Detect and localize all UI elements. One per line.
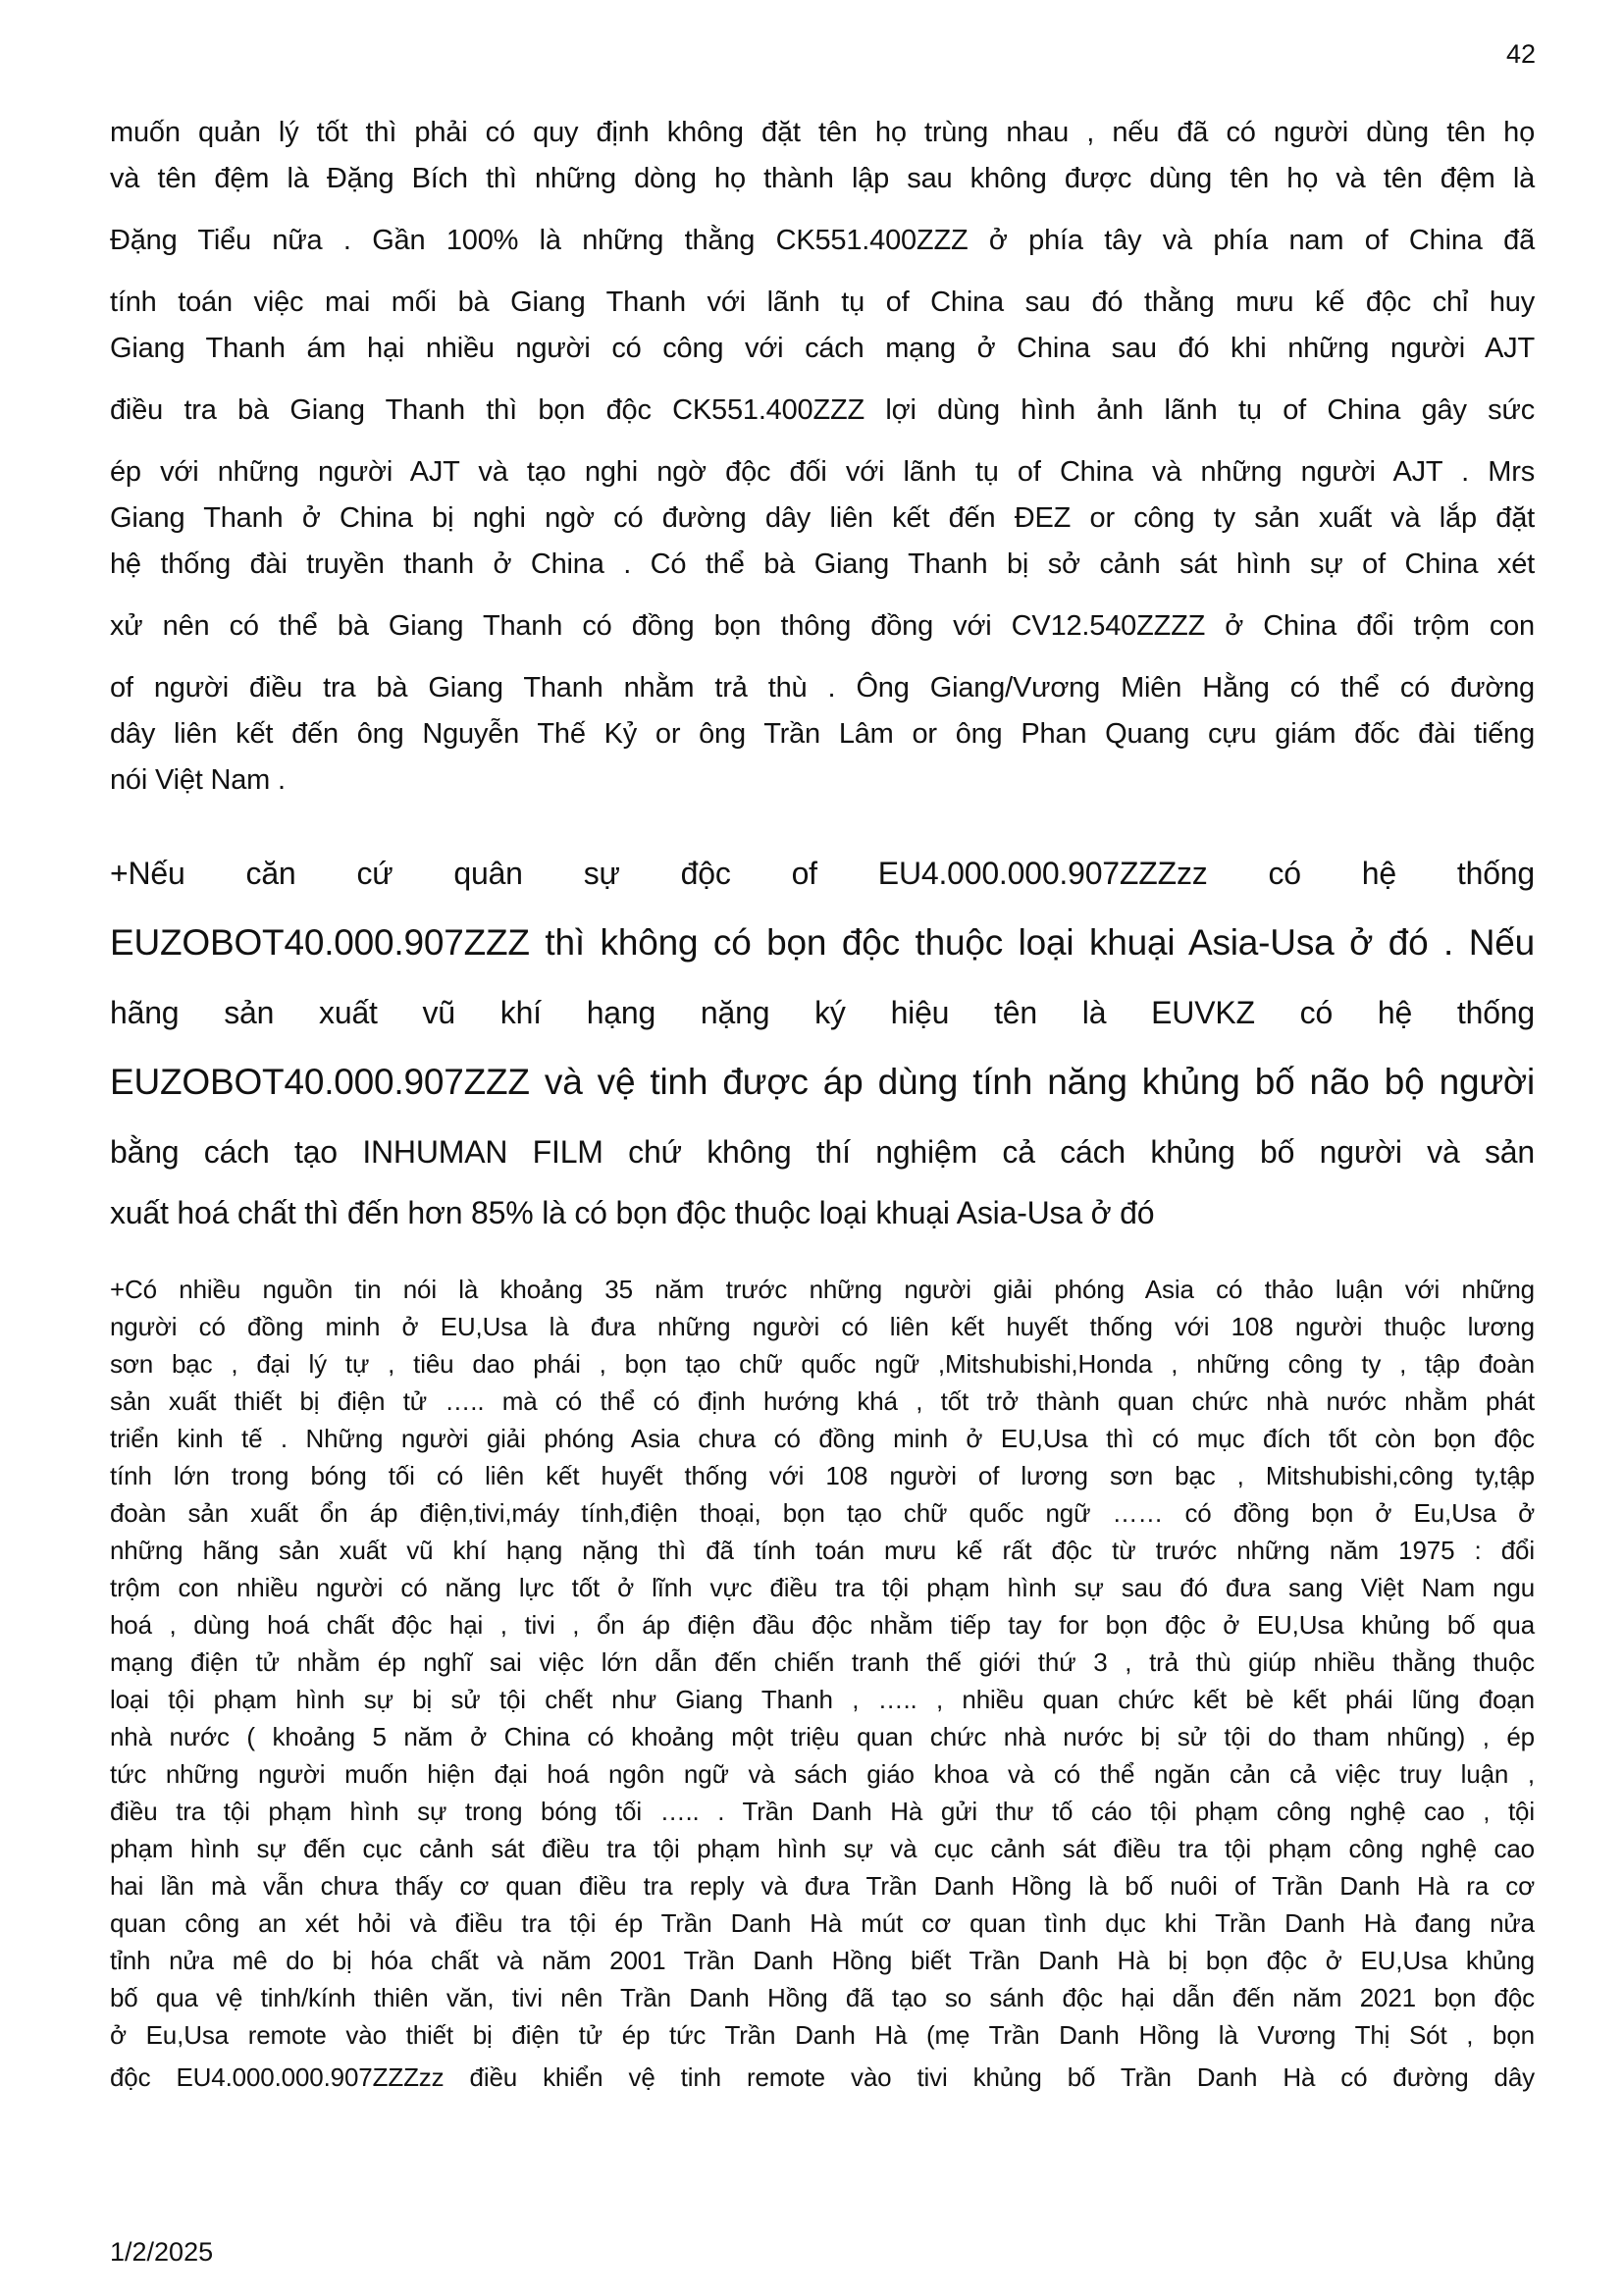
text-line: hãng sản xuất vũ khí hạng nặng ký hiệu tên là EUVKZ có hệ thống [110,995,1535,1030]
text-line: hai lần mà vẫn chưa thấy cơ quan điều tra reply và đưa Trần Danh Hồng là bố nuôi of Trần Danh Hà ra cơ [110,1871,1535,1901]
text-line: nhà nước ( khoảng 5 năm ở China có khoảng một triệu quan chức nhà nước bị sử tội do tham nhũng) , ép [110,1722,1535,1751]
text-line: tính lớn trong bóng tối có liên kết huyết thống với 108 người of lương sơn bạc , Mitshubishi,công ty,tập [110,1461,1535,1490]
text-line: xử nên có thể bà Giang Thanh có đồng bọn thông đồng với CV12.540ZZZZ ở China đổi trộm con [110,610,1535,642]
text-line: hoá , dùng hoá chất độc hại , tivi , ổn áp điện đầu độc nhằm tiếp tay for bọn độc ở EU,Usa khủng bố qua [110,1610,1535,1640]
text-line: tỉnh nửa mê do bị hóa chất và năm 2001 Trần Danh Hồng biết Trần Danh Hà bị bọn độc ở EU,Usa khủng [110,1946,1535,1975]
page-body [110,110,1535,2101]
text-line: và tên đệm là Đặng Bích thì những dòng họ thành lập sau không được dùng tên họ và tên đệm là [110,163,1535,194]
text-line: tức những người muốn hiện đại hoá ngôn ngữ và sách giáo khoa và có thể ngăn cản cả việc truy luận , [110,1759,1535,1789]
text-line: EUZOBOT40.000.907ZZZ và vệ tinh được áp dùng tính năng khủng bố não bộ người [110,1062,1535,1102]
text-line: quan công an xét hỏi và điều tra tội ép Trần Danh Hà mút cơ quan tình dục khi Trần Danh Hà đang nửa [110,1908,1535,1938]
text-line: độc EU4.000.000.907ZZZzz điều khiển vệ tinh remote vào tivi khủng bố Trần Danh Hà có đường dây [110,2062,1535,2092]
text-line: sơn bạc , đại lý tự , tiêu dao phái , bọn tạo chữ quốc ngữ ,Mitshubishi,Honda , những công ty , tập đoàn [110,1349,1535,1379]
text-line: EUZOBOT40.000.907ZZZ thì không có bọn độc thuộc loại khuại Asia-Usa ở đó . Nếu [110,922,1535,963]
text-line: +Nếu căn cứ quân sự độc of EU4.000.000.907ZZZzz có hệ thống [110,856,1535,891]
page-number: 42 [1505,39,1536,69]
text-line: xuất hoá chất thì đến hơn 85% là có bọn độc thuộc loại khuại Asia-Usa ở đó [110,1195,1155,1230]
text-line: Giang Thanh ở China bị nghi ngờ có đường dây liên kết đến ĐEZ or công ty sản xuất và lắp đặt [110,502,1535,534]
text-line: điều tra bà Giang Thanh thì bọn độc CK551.400ZZZ lợi dùng hình ảnh lãnh tụ of China gây sức [110,394,1535,426]
text-line: +Có nhiều nguồn tin nói là khoảng 35 năm trước những người giải phóng Asia có thảo luận với những [110,1275,1535,1304]
text-line: of người điều tra bà Giang Thanh nhằm trả thù . Ông Giang/Vương Miên Hằng có thể có đường [110,672,1535,704]
text-line: ép với những người AJT và tạo nghi ngờ độc đối với lãnh tụ of China và những người AJT . Mrs [110,456,1535,488]
text-line: triển kinh tế . Những người giải phóng Asia chưa có đồng minh ở EU,Usa thì có mục đích tốt còn bọn độc [110,1424,1535,1453]
text-line: Giang Thanh ám hại nhiều người có công với cách mạng ở China sau đó khi những người AJT [110,333,1535,364]
text-line: sản xuất thiết bị điện tử ….. mà có thể có định hướng khá , tốt trở thành quan chức nhà nước nhằm phát [110,1386,1535,1416]
text-line: tính toán việc mai mối bà Giang Thanh với lãnh tụ of China sau đó thằng mưu kế độc chỉ huy [110,287,1535,318]
text-line: hệ thống đài truyền thanh ở China . Có thể bà Giang Thanh bị sở cảnh sát hình sự of China xét [110,548,1535,580]
text-line: điều tra tội phạm hình sự trong bóng tối ….. . Trần Danh Hà gửi thư tố cáo tội phạm công nghệ cao , tội [110,1797,1535,1826]
paragraph-3 [110,1271,1535,2101]
text-line: dây liên kết đến ông Nguyễn Thế Kỷ or ông Trần Lâm or ông Phan Quang cựu giám đốc đài tiếng [110,718,1535,750]
text-line: đoàn sản xuất ổn áp điện,tivi,máy tính,điện thoại, bọn tạo chữ quốc ngữ …… có đồng bọn ở Eu,Usa ở [110,1498,1535,1528]
text-line: người có đồng minh ở EU,Usa là đưa những người có liên kết huyết thống với 108 người thuộc lương [110,1312,1535,1341]
text-line: ở Eu,Usa remote vào thiết bị điện tử ép tức Trần Danh Hà (mẹ Trần Danh Hồng là Vương Thị Sót , bọn [110,2020,1535,2050]
text-line: mạng điện tử nhằm ép nghĩ sai việc lớn dẫn đến chiến tranh thế giới thứ 3 , trả thù giúp nhiều thằng thuộc [110,1647,1535,1677]
paragraph-2 [110,843,1535,1243]
text-line: những hãng sản xuất vũ khí hạng nặng thì đã tính toán mưu kế rất độc từ trước những năm 1975 : đổi [110,1536,1535,1565]
text-line: trộm con nhiều người có năng lực tốt ở lĩnh vực điều tra tội phạm hình sự sau đó đưa sang Việt Nam ngu [110,1573,1535,1602]
text-line: bằng cách tạo INHUMAN FILM chứ không thí nghiệm cả cách khủng bố người và sản [110,1134,1535,1170]
text-line: muốn quản lý tốt thì phải có quy định không đặt tên họ trùng nhau , nếu đã có người dùng tên họ [110,117,1535,148]
paragraph-1 [110,110,1535,804]
text-line: bố qua vệ tinh/kính thiên văn, tivi nên Trần Danh Hồng đã tạo so sánh độc hại dẫn đến năm 2021 bọn độc [110,1983,1535,2012]
text-line: Đặng Tiểu nữa . Gần 100% là những thằng CK551.400ZZZ ở phía tây và phía nam of China đã [110,225,1535,256]
text-line: nói Việt Nam . [110,764,286,796]
text-line: loại tội phạm hình sự bị sử tội chết như Giang Thanh , ….. , nhiều quan chức kết bè kết phái lũng đoạn [110,1685,1535,1714]
footer-date: 1/2/2025 [110,2237,214,2267]
text-line: phạm hình sự đến cục cảnh sát điều tra tội phạm hình sự và cục cảnh sát điều tra tội phạm công nghệ cao [110,1834,1535,1863]
